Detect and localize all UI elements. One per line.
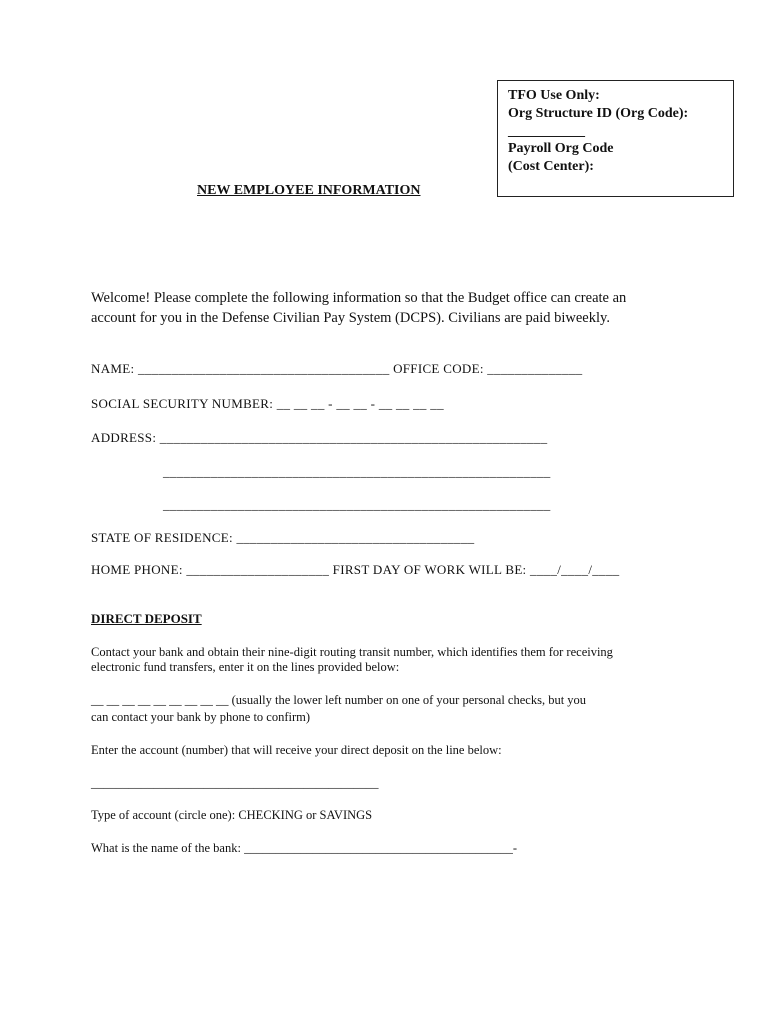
account-number-prompt: Enter the account (number) that will receive your direct deposit on the line below: (91, 743, 502, 757)
cost-center-label: (Cost Center): (508, 159, 594, 174)
account-number-field[interactable]: ______________________________________________ (91, 776, 379, 790)
state-of-residence-field[interactable]: STATE OF RESIDENCE: ___________________________________ (91, 530, 475, 545)
welcome-text-line-2: account for you in the Defense Civilian Pay System (DCPS). Civilians are paid biweekly. (91, 310, 610, 326)
address-field-line-2[interactable]: _________________________________________________________ (163, 464, 551, 479)
name-office-code-field[interactable]: NAME: _____________________________________ OFFICE CODE: ______________ (91, 361, 583, 376)
contact-bank-text-line-2: electronic fund transfers, enter it on the lines provided below: (91, 660, 400, 674)
ssn-field[interactable]: SOCIAL SECURITY NUMBER: __ __ __ - __ __ - __ __ __ __ (91, 396, 444, 411)
bank-name-field[interactable]: What is the name of the bank: ___________________________________________- (91, 841, 517, 855)
routing-number-note: can contact your bank by phone to confirm) (91, 710, 311, 724)
account-type-field[interactable]: Type of account (circle one): CHECKING or SAVINGS (91, 808, 373, 822)
routing-number-field[interactable]: __ __ __ __ __ __ __ __ __ (usually the lower left number on one of your personal checks, but you (91, 693, 587, 707)
direct-deposit-heading: DIRECT DEPOSIT (91, 611, 202, 626)
org-structure-id-blank[interactable]: ___________ (508, 124, 585, 139)
address-field-line-1[interactable]: ADDRESS: _________________________________________________________ (91, 430, 548, 445)
home-phone-first-day-field[interactable]: HOME PHONE: _____________________ FIRST DAY OF WORK WILL BE: ____/____/____ (91, 562, 620, 577)
contact-bank-text-line-1: Contact your bank and obtain their nine-digit routing transit number, which identifies them for receiving (91, 645, 613, 659)
welcome-text-line-1: Welcome! Please complete the following information so that the Budget office can create an (91, 290, 627, 306)
address-field-line-3[interactable]: _________________________________________________________ (163, 497, 551, 512)
tfo-use-only-box (497, 80, 734, 197)
page-title: NEW EMPLOYEE INFORMATION (197, 183, 421, 198)
payroll-org-code-label: Payroll Org Code (508, 141, 614, 156)
org-structure-id-label: Org Structure ID (Org Code): (508, 106, 689, 121)
tfo-use-only-label: TFO Use Only: (508, 88, 600, 103)
